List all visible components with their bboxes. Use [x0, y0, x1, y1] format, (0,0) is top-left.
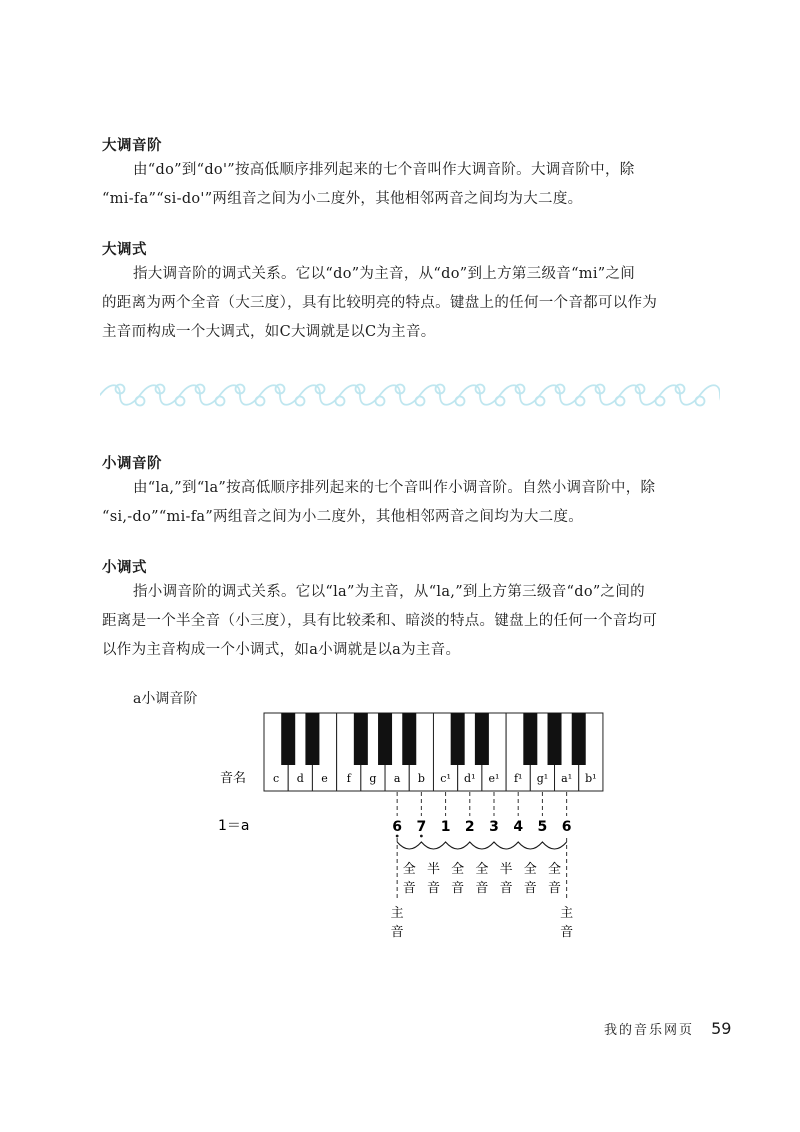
scale-degree: 2 [464, 819, 475, 835]
step-size: 全 [451, 862, 465, 877]
step-size-suffix: 音 [523, 881, 537, 896]
divider-curl [576, 397, 585, 406]
divider-curl [376, 397, 385, 406]
divider-curl [136, 397, 145, 406]
step-size-suffix: 音 [451, 881, 465, 896]
a-minor-scale-figure [0, 700, 800, 950]
figure-caption: a小调音阶 [133, 691, 198, 707]
divider-curl [696, 397, 705, 406]
paragraph-minor-scale [102, 474, 720, 532]
divider-curl [336, 397, 345, 406]
key-label: d¹ [464, 772, 476, 785]
black-key [451, 713, 465, 765]
text-line: 距离是一个半全音（小三度），具有比较柔和、暗淡的特点。键盘上的任何一个音均可 [102, 613, 658, 629]
key-label: e [321, 772, 328, 785]
low-octave-dot [396, 835, 399, 838]
tonic-label: 主 [390, 906, 404, 921]
black-key [354, 713, 368, 765]
text-line: 以作为主音构成一个小调式，如a小调就是以a为主音。 [102, 642, 461, 658]
scale-degree: 4 [513, 819, 524, 835]
text-line: 由“la,”到“la”按高低顺序排列起来的七个音叫作小调音阶。自然小调音阶中，除 [133, 480, 656, 496]
paragraph-major-scale [102, 156, 720, 214]
scale-degree: 1 [440, 819, 451, 835]
tonic-label: 音 [560, 925, 574, 940]
footer-title: 我的音乐网页 [604, 1023, 695, 1038]
scale-degree: 6 [392, 819, 403, 835]
step-size-suffix: 音 [402, 881, 416, 896]
divider-curl [456, 397, 465, 406]
step-size: 半 [499, 862, 513, 877]
page-number: 59 [711, 1019, 732, 1038]
scale-degree: 7 [416, 819, 427, 835]
step-size: 全 [523, 862, 537, 877]
black-key [281, 713, 295, 765]
divider-curl [656, 397, 665, 406]
interval-bracket [397, 842, 566, 849]
divider-curl [296, 397, 305, 406]
key-label: f [346, 772, 351, 785]
divider-curl [416, 397, 425, 406]
key-label: a [393, 772, 401, 785]
text-line: “si,-do”“mi-fa”两组音之间为小二度外，其他相邻两音之间均为大二度。 [102, 509, 584, 525]
key-label: e¹ [488, 772, 500, 785]
tonic-label: 主 [560, 906, 574, 921]
black-key [572, 713, 586, 765]
page-footer [604, 1018, 731, 1038]
scale-degree: 3 [489, 819, 499, 835]
paragraph-major-mode [102, 260, 720, 347]
black-key [548, 713, 562, 765]
step-size: 半 [426, 862, 440, 877]
black-key [305, 713, 319, 765]
text-line: 指小调音阶的调式关系。它以“la”为主音，从“la,”到上方第三级音“do”之间的 [133, 584, 645, 600]
step-size: 全 [548, 862, 562, 877]
heading-major-scale: 大调音阶 [102, 138, 162, 154]
divider-curl [496, 397, 505, 406]
text-line: 主音而构成一个大调式，如C大调就是以C为主音。 [102, 324, 436, 340]
step-size-suffix: 音 [548, 881, 562, 896]
key-label: b¹ [585, 772, 597, 785]
divider-curl [256, 397, 265, 406]
step-size-suffix: 音 [499, 881, 513, 896]
divider-curl [536, 397, 545, 406]
key-label: f¹ [513, 772, 523, 785]
key-label: a¹ [561, 772, 573, 785]
black-key [475, 713, 489, 765]
low-octave-dot [420, 835, 423, 838]
heading-major-mode: 大调式 [102, 242, 147, 258]
black-key [402, 713, 416, 765]
black-key [523, 713, 537, 765]
tonic-label: 音 [390, 925, 404, 940]
key-label: b [417, 772, 425, 785]
note-names-label: 音名 [219, 771, 247, 786]
divider-curl [176, 397, 185, 406]
key-label: c [273, 772, 280, 785]
ornamental-divider [100, 380, 720, 410]
text-line: “mi-fa”“si-do'”两组音之间为小二度外，其他相邻两音之间均为大二度。 [102, 191, 583, 207]
text-line: 由“do”到“do'”按高低顺序排列起来的七个音叫作大调音阶。大调音阶中，除 [133, 162, 635, 178]
step-size-suffix: 音 [475, 881, 489, 896]
key-signature-label: 1＝a [218, 818, 250, 834]
divider-curl [216, 397, 225, 406]
text-line: 指大调音阶的调式关系。它以“do”为主音，从“do”到上方第三级音“mi”之间 [133, 266, 636, 282]
key-label: g [369, 772, 377, 785]
scale-degree: 5 [537, 819, 548, 835]
scale-degree: 6 [561, 819, 572, 835]
step-size: 全 [402, 862, 416, 877]
heading-minor-mode: 小调式 [102, 560, 147, 576]
paragraph-minor-mode [102, 578, 720, 665]
step-size: 全 [475, 862, 489, 877]
text-line: 的距离为两个全音（大三度），具有比较明亮的特点。键盘上的任何一个音都可以作为 [102, 295, 658, 311]
key-label: c¹ [440, 772, 451, 785]
heading-minor-scale: 小调音阶 [102, 456, 162, 472]
black-key [378, 713, 392, 765]
divider-curl [616, 397, 625, 406]
step-size-suffix: 音 [426, 881, 440, 896]
key-label: g¹ [536, 772, 549, 785]
divider-wave [100, 385, 720, 405]
key-label: d [296, 772, 304, 785]
